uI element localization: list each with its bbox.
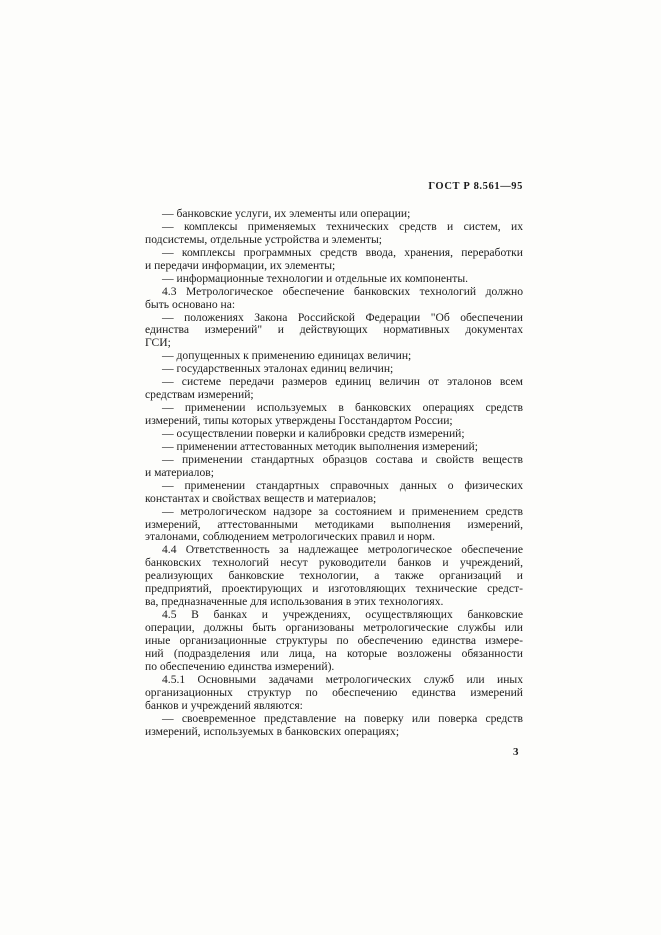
- text-line: — системе передачи размеров единиц величин от эталонов всем: [162, 375, 523, 389]
- text-line: константах и свойствах веществ и материалов;: [145, 491, 377, 505]
- text-line: — применении используемых в банковских операциях средств: [162, 401, 523, 415]
- text-line: эталонами, соблюдением метрологических правил и норм.: [145, 530, 436, 544]
- text-line: — банковские услуги, их элементы или операции;: [162, 207, 411, 220]
- text-line: ГСИ;: [145, 336, 171, 350]
- document-header: ГОСТ Р 8.561—95: [428, 181, 523, 192]
- text-line: организационных структур по обеспечению единства измерений: [145, 685, 523, 699]
- text-line: — осуществлении поверки и калибровки средств измерений;: [162, 426, 465, 440]
- text-line: измерений, аттестованными методиками выполнения измерений,: [145, 517, 523, 531]
- text-line: по обеспечению единства измерений).: [145, 659, 335, 673]
- text-line: средствам измерений;: [145, 388, 254, 402]
- body-text: [145, 208, 523, 738]
- page-number: 3: [513, 746, 519, 758]
- text-line: 4.4 Ответственность за надлежащее метрологическое обеспечение: [162, 543, 523, 557]
- text-line: единства измерений" и действующих нормативных документах: [145, 323, 523, 337]
- text-line: 4.5 В банках и учреждениях, осуществляющих банковские: [162, 608, 523, 622]
- text-line: ва, предназначенные для использования в этих технологиях.: [145, 595, 444, 609]
- text-line: — допущенных к применению единицах величин;: [162, 349, 412, 363]
- text-line: и материалов;: [145, 465, 214, 479]
- text-line: 4.5.1 Основными задачами метрологических служб или иных: [162, 672, 523, 686]
- text-line: — применении аттестованных методик выполнения измерений;: [162, 439, 478, 453]
- text-line: измерений, используемых в банковских операциях;: [145, 724, 400, 738]
- text-line: операции, должны быть организованы метрологические службы или: [145, 621, 523, 634]
- text-line: — комплексы программных средств ввода, хранения, переработки: [162, 245, 523, 259]
- text-line: — государственных эталонах единиц величин;: [162, 362, 394, 376]
- text-line: — комплексы применяемых технических средств и систем, их: [162, 219, 523, 233]
- text-line: — положениях Закона Российской Федерации "Об обеспечении: [162, 310, 523, 324]
- text-line: реализующих банковские технологии, а также организаций и: [145, 569, 523, 583]
- text-line: — применении стандартных образцов состава и свойств веществ: [162, 452, 523, 466]
- text-line: — метрологическом надзоре за состоянием и применением средств: [162, 504, 523, 518]
- text-line: подсистемы, отдельные устройства и элементы;: [145, 232, 383, 246]
- text-line: — своевременное представление на поверку или поверка средств: [162, 711, 523, 725]
- text-line: измерений, типы которых утверждены Госстандартом России;: [145, 414, 453, 427]
- text-line: — информационные технологии и отдельные их компоненты.: [162, 271, 469, 285]
- text-line: быть основано на:: [145, 297, 236, 311]
- text-line: банковских технологий несут руководители банков и учреждений,: [145, 556, 523, 570]
- text-line: 4.3 Метрологическое обеспечение банковских технологий должно: [162, 284, 523, 298]
- text-line: банков и учреждений являются:: [145, 698, 303, 712]
- text-line: предприятий, проектирующих и изготовляющих технические средст-: [145, 582, 523, 596]
- text-line: — применении стандартных справочных данных о физических: [162, 478, 523, 492]
- text-line: ний (подразделения или лица, на которые возложены обязанности: [145, 646, 523, 660]
- text-line: и передачи информации, их элементы;: [145, 258, 336, 272]
- text-line: иные организационные структуры по обеспечению единства измере-: [145, 633, 523, 647]
